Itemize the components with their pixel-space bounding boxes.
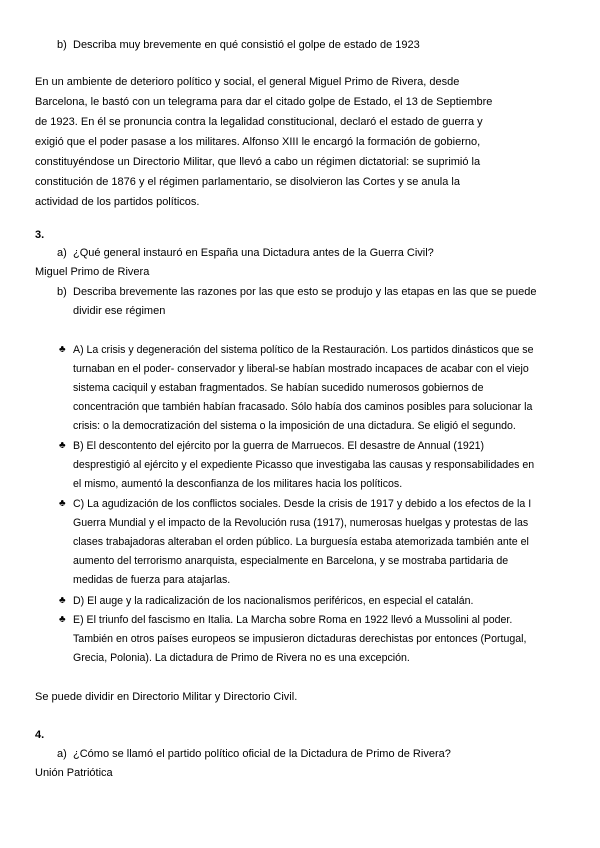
question-2b-label: b) — [57, 39, 67, 51]
bullet-line: C) La agudización de los conflictos sociales. Desde la crisis de 1917 y debido a los efectos de la I — [73, 498, 532, 510]
bullet-line: aumento del terrorismo anarquista, especialmente en Barcelona, y se mostraba partidaria de — [73, 555, 509, 567]
paragraph-line: En un ambiente de deterioro político y social, el general Miguel Primo de Rivera, desde — [35, 76, 460, 88]
question-3b-text-line: Describa brevemente las razones por las que esto se produjo y las etapas en las que se puede — [73, 286, 537, 298]
paragraph-line: constitución de 1876 y el régimen parlamentario, se disolvieron las Cortes y se anula la — [35, 176, 460, 188]
bullet-line: También en otros países europeos se impusieron dictaduras derechistas por entonces (Portugal, — [73, 633, 527, 645]
question-4a-answer: Unión Patriótica — [35, 767, 113, 779]
paragraph-line: actividad de los partidos políticos. — [35, 196, 200, 208]
bullet-line: E) El triunfo del fascismo en Italia. La Marcha sobre Roma en 1922 llevó a Mussolini al poder. — [73, 614, 513, 626]
club-bullet-icon: ♣ — [59, 614, 66, 625]
bullet-line: A) La crisis y degeneración del sistema político de la Restauración. Los partidos dinásticos que se — [73, 344, 534, 356]
paragraph-line: exigió que el poder pasase a los militares. Alfonso XIII le encargó la formación de gobierno, — [35, 136, 481, 148]
bullet-line: turnaban en el poder- conservador y liberal-se habían mostrado incapaces de acabar con el viejo — [73, 363, 529, 375]
paragraph-line: constituyéndose un Directorio Militar, que llevó a cabo un régimen dictatorial: se suprimió la — [35, 156, 481, 168]
question-3a-text: ¿Qué general instauró en España una Dictadura antes de la Guerra Civil? — [73, 247, 434, 259]
club-bullet-icon: ♣ — [59, 498, 66, 509]
question-3b-text-line: dividir ese régimen — [73, 305, 166, 317]
question-3a-answer: Miguel Primo de Rivera — [35, 266, 150, 278]
bullet-line: Guerra Mundial y el impacto de la Revolución rusa (1917), numerosas huelgas y protestas de las — [73, 517, 529, 529]
question-4-number: 4. — [35, 729, 45, 741]
question-4a-label: a) — [57, 748, 67, 760]
bullet-line: clases trabajadoras alteraban el orden público. La burguesía estaba atemorizada también ante el — [73, 536, 529, 548]
bullet-line: crisis: o la democratización del sistema o la imposición de una dictadura. Se eligió el segundo. — [73, 420, 516, 432]
paragraph-line: de 1923. En él se pronuncia contra la legalidad constitucional, declaró el estado de guerra y — [35, 116, 483, 128]
club-bullet-icon: ♣ — [59, 440, 66, 451]
question-3b-label: b) — [57, 286, 67, 298]
bullet-line: sistema caciquil y estaban fragmentados. Se habían sucedido numerosos gobiernos de — [73, 382, 484, 394]
bullet-line: B) El descontento del ejército por la guerra de Marruecos. El desastre de Annual (1921) — [73, 440, 485, 452]
bullet-line: Grecia, Polonia). La dictadura de Primo de Rivera no es una excepción. — [73, 652, 410, 664]
regime-division-text: Se puede dividir en Directorio Militar y Directorio Civil. — [35, 691, 298, 703]
question-3a-label: a) — [57, 247, 67, 259]
bullet-line: el mismo, aumentó la desconfianza de los militares hacia los políticos. — [73, 478, 403, 490]
bullet-line: concentración que también habían fracasado. Sólo había dos caminos posibles para solucionar la — [73, 401, 533, 413]
question-3-number: 3. — [35, 229, 45, 241]
question-4a-text: ¿Cómo se llamó el partido político oficial de la Dictadura de Primo de Rivera? — [73, 748, 451, 760]
bullet-line: D) El auge y la radicalización de los nacionalismos periféricos, en especial el catalán. — [73, 595, 474, 607]
bullet-line: desprestigió al ejército y el expediente Picasso que investigaba las causas y responsabilidades en — [73, 459, 535, 471]
club-bullet-icon: ♣ — [59, 344, 66, 355]
question-2b-text: Describa muy brevemente en qué consistió el golpe de estado de 1923 — [73, 39, 420, 51]
bullet-line: medidas de fuerza para atajarlas. — [73, 574, 231, 586]
paragraph-line: Barcelona, le bastó con un telegrama para dar el citado golpe de Estado, el 13 de Septiembre — [35, 96, 493, 108]
club-bullet-icon: ♣ — [59, 595, 66, 606]
